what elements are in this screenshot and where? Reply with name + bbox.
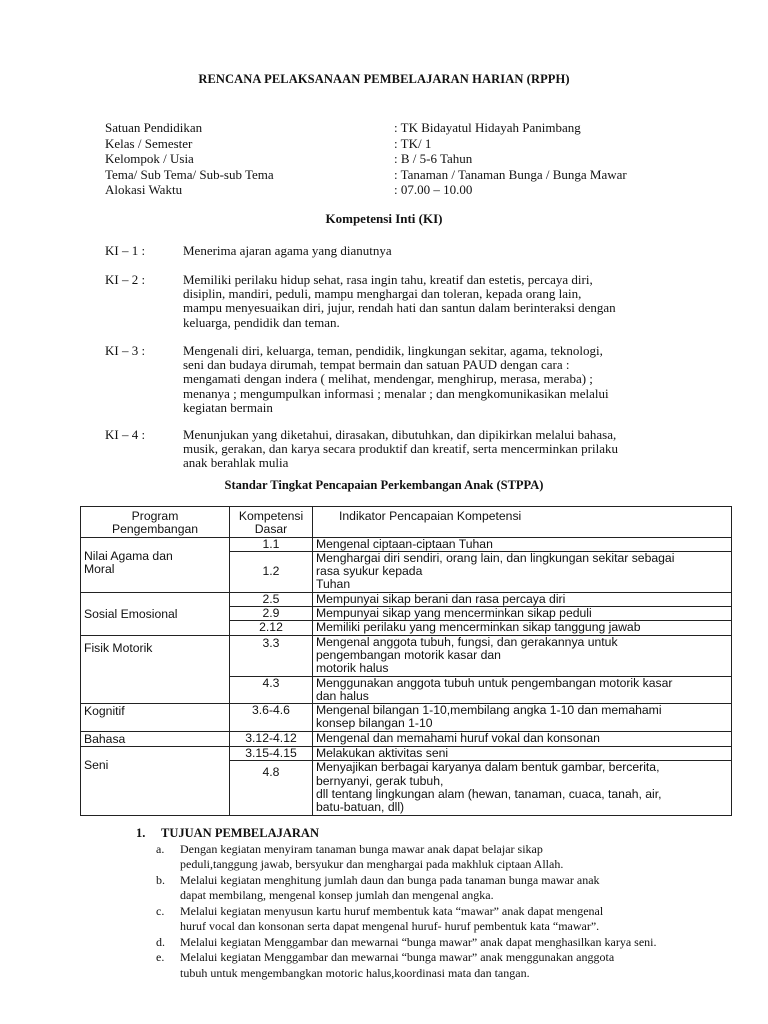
tujuan-line: Melalui kegiatan Menggambar dan mewarnai “bunga mawar” anak menggunakan anggota xyxy=(180,950,615,964)
kd-cell: 1.1 xyxy=(230,537,313,551)
indikator-line: Menyajikan berbagai karyanya dalam bentuk gambar, bercerita, xyxy=(316,760,660,775)
indikator-line: Memiliki perilaku yang mencerminkan sikap tanggung jawab xyxy=(316,620,641,635)
ki-line: Menunjukan yang diketahui, dirasakan, dibutuhkan, dan dipikirkan melalui bahasa, xyxy=(183,427,617,442)
kd-cell: 3.3 xyxy=(230,635,313,676)
indikator-cell xyxy=(313,747,732,761)
indikator-line: Mengenal dan memahami huruf vokal dan konsonan xyxy=(316,730,600,745)
tujuan-item xyxy=(136,904,656,935)
indikator-cell xyxy=(313,761,732,815)
tujuan-line: tubuh untuk mengembangkan motoric halus,koordinasi mata dan tangan. xyxy=(180,965,530,980)
identity-value: : Tanaman / Tanaman Bunga / Bunga Mawar xyxy=(394,166,627,182)
tujuan-item xyxy=(136,950,656,981)
program-cell xyxy=(81,731,230,746)
ki-text xyxy=(183,244,703,258)
ki-line: anak berahlak mulia xyxy=(183,455,289,471)
table-header-row xyxy=(81,507,732,538)
table-row xyxy=(81,731,732,746)
table-row xyxy=(81,704,732,732)
program-cell xyxy=(81,747,230,815)
ki-text xyxy=(183,273,703,330)
kd-cell: 1.2 xyxy=(230,551,313,592)
indikator-cell xyxy=(313,731,732,746)
tujuan-heading-text: TUJUAN PEMBELAJARAN xyxy=(161,826,319,840)
indikator-cell xyxy=(313,592,732,606)
ki-line: keluarga, pendidik dan teman. xyxy=(183,314,340,330)
indikator-cell xyxy=(313,621,732,635)
kd-cell: 2.9 xyxy=(230,607,313,621)
ki-line: disiplin, mandiri, peduli, mampu menghargai dan toleran, kepada orang lain, xyxy=(183,286,582,302)
identity-label: Kelompok / Usia xyxy=(105,151,194,167)
indikator-line: pengembangan motorik kasar dan xyxy=(316,647,501,662)
indikator-line: Mempunyai sikap yang mencerminkan sikap peduli xyxy=(316,606,592,621)
identity-label: Kelas / Semester xyxy=(105,135,193,151)
indikator-cell xyxy=(313,704,732,732)
kd-cell: 3.12-4.12 xyxy=(230,731,313,746)
tujuan-item xyxy=(136,935,656,951)
program-line: Sosial Emosional xyxy=(84,606,178,621)
indikator-line: Mempunyai sikap berani dan rasa percaya diri xyxy=(316,591,566,606)
kd-cell: 3.15-4.15 xyxy=(230,747,313,761)
identity-value: : 07.00 – 10.00 xyxy=(394,182,473,198)
header-indikator: Indikator Pencapaian Kompetensi xyxy=(313,507,732,538)
tujuan-letter: b. xyxy=(156,872,165,887)
indikator-line: konsep bilangan 1-10 xyxy=(316,716,433,731)
document-title: RENCANA PELAKSANAAN PEMBELAJARAN HARIAN (RPPH) xyxy=(198,72,570,86)
ki-text xyxy=(183,428,703,471)
kd-cell: 2.5 xyxy=(230,592,313,606)
identity-label: Tema/ Sub Tema/ Sub-sub Tema xyxy=(105,166,274,182)
indikator-line: Mengenal anggota tubuh, fungsi, dan gerakannya untuk xyxy=(316,634,618,649)
tujuan-letter: e. xyxy=(156,950,165,964)
tujuan-line: Dengan kegiatan menyiram tanaman bunga mawar anak dapat belajar sikap xyxy=(180,841,543,856)
indikator-line: Menghargai diri sendiri, orang lain, dan lingkungan sekitar sebagai xyxy=(316,550,675,565)
identity-value: : TK Bidayatul Hidayah Panimbang xyxy=(394,120,581,135)
program-cell xyxy=(81,592,230,635)
indikator-line: Mengenal ciptaan-ciptaan Tuhan xyxy=(316,536,493,551)
ki-line: mampu menyesuaikan diri, jujur, rendah hati dan santun dalam berinteraksi dengan xyxy=(183,300,616,316)
ki-line: musik, gerakan, dan karya secara produktif dan kreatif, serta mencerminkan prilaku xyxy=(183,441,618,457)
indikator-cell xyxy=(313,537,732,551)
header-kd xyxy=(230,507,313,538)
tujuan-item xyxy=(136,842,656,873)
indikator-line: bernyanyi, gerak tubuh, xyxy=(316,773,444,788)
header-kd-line: Dasar xyxy=(254,522,288,537)
indikator-line: Menggunakan anggota tubuh untuk pengembangan motorik kasar xyxy=(316,675,673,690)
table-row xyxy=(81,592,732,606)
indikator-line: Tuhan xyxy=(316,577,351,592)
table-row xyxy=(81,747,732,761)
identity-label: Satuan Pendidikan xyxy=(105,120,203,135)
indikator-cell xyxy=(313,607,732,621)
program-line: Fisik Motorik xyxy=(84,640,153,655)
ki-heading: Kompetensi Inti (KI) xyxy=(325,211,443,226)
kd-cell: 4.3 xyxy=(230,676,313,704)
indikator-line: rasa syukur kepada xyxy=(316,564,423,579)
header-program-line: Pengembangan xyxy=(111,522,199,537)
tujuan-letter: d. xyxy=(156,934,165,949)
tujuan-number: 1. xyxy=(136,826,146,840)
tujuan-line: dapat membilang, mengenal konsep jumlah dan mengenal angka. xyxy=(180,888,494,902)
program-cell xyxy=(81,635,230,703)
ki-line: kegiatan bermain xyxy=(183,399,273,415)
tujuan-letter: a. xyxy=(156,841,165,856)
program-cell xyxy=(81,704,230,732)
program-cell xyxy=(81,537,230,592)
program-line: Nilai Agama dan xyxy=(84,548,173,563)
header-program xyxy=(81,507,230,538)
stppa-table xyxy=(80,506,732,816)
identity-value: : B / 5-6 Tahun xyxy=(394,151,473,167)
program-line: Kognitif xyxy=(84,704,125,719)
ki-line: Menerima ajaran agama yang dianutnya xyxy=(183,243,392,258)
kd-cell: 2.12 xyxy=(230,621,313,635)
indikator-line: motorik halus xyxy=(316,661,389,676)
indikator-line: Mengenal bilangan 1-10,membilang angka 1-10 dan memahami xyxy=(316,703,662,718)
indikator-cell xyxy=(313,635,732,676)
ki-code: KI – 4 : xyxy=(105,427,146,442)
ki-line: seni dan budaya dirumah, tempat bermain dan satuan PAUD dengan cara : xyxy=(183,357,570,373)
stppa-heading: Standar Tingkat Pencapaian Perkembangan Anak (STPPA) xyxy=(224,478,544,492)
tujuan-line: Melalui kegiatan menghitung jumlah daun dan bunga pada tanaman bunga mawar anak xyxy=(180,872,600,887)
indikator-line: dan halus xyxy=(316,688,369,703)
ki-code: KI – 1 : xyxy=(105,243,146,258)
indikator-line: dll tentang lingkungan alam (hewan, tanaman, cuaca, tanah, air, xyxy=(316,786,662,801)
tujuan-line: Melalui kegiatan Menggambar dan mewarnai “bunga mawar” anak dapat menghasilkan karya seni. xyxy=(180,934,657,949)
indikator-cell xyxy=(313,676,732,704)
tujuan-section xyxy=(136,826,656,981)
table-row xyxy=(81,635,732,676)
ki-text xyxy=(183,344,703,415)
kd-cell: 4.8 xyxy=(230,761,313,815)
kd-cell: 3.6-4.6 xyxy=(230,704,313,732)
tujuan-line: huruf vocal dan konsonan serta dapat mengenal huruf- huruf pembentuk kata “mawar”. xyxy=(180,919,600,933)
ki-line: menanya ; mengumpulkan informasi ; menalar ; dan mengkomunikasikan melalui xyxy=(183,385,609,401)
ki-code: KI – 2 : xyxy=(105,272,146,287)
header-program-line: Program xyxy=(131,509,179,523)
ki-line: Mengenali diri, keluarga, teman, pendidik, lingkungan sekitar, agama, teknologi, xyxy=(183,343,603,358)
tujuan-line: peduli,tanggung jawab, bersyukur dan menghargai pada makhluk ciptaan Allah. xyxy=(180,857,564,871)
ki-line: mengamati dengan indera ( melihat, mendengar, menghirup, merasa, meraba) ; xyxy=(183,371,593,387)
program-line: Moral xyxy=(84,561,115,576)
program-line: Bahasa xyxy=(84,731,126,746)
tujuan-line: Melalui kegiatan menyusun kartu huruf membentuk kata “mawar” anak dapat mengenal xyxy=(180,903,604,918)
indikator-line: Melakukan aktivitas seni xyxy=(316,746,449,761)
ki-code: KI – 3 : xyxy=(105,343,146,358)
ki-line: Memiliki perilaku hidup sehat, rasa ingin tahu, kreatif dan estetis, percaya diri, xyxy=(183,272,593,287)
indikator-line: batu-batuan, dll) xyxy=(316,800,405,815)
identity-value: : TK/ 1 xyxy=(394,135,432,151)
table-row xyxy=(81,537,732,551)
tujuan-heading xyxy=(136,826,656,842)
program-line: Seni xyxy=(84,758,109,773)
header-kd-line: Kompetensi xyxy=(238,509,304,523)
tujuan-item xyxy=(136,873,656,904)
indikator-cell xyxy=(313,551,732,592)
tujuan-letter: c. xyxy=(156,903,165,918)
identity-label: Alokasi Waktu xyxy=(105,182,183,198)
